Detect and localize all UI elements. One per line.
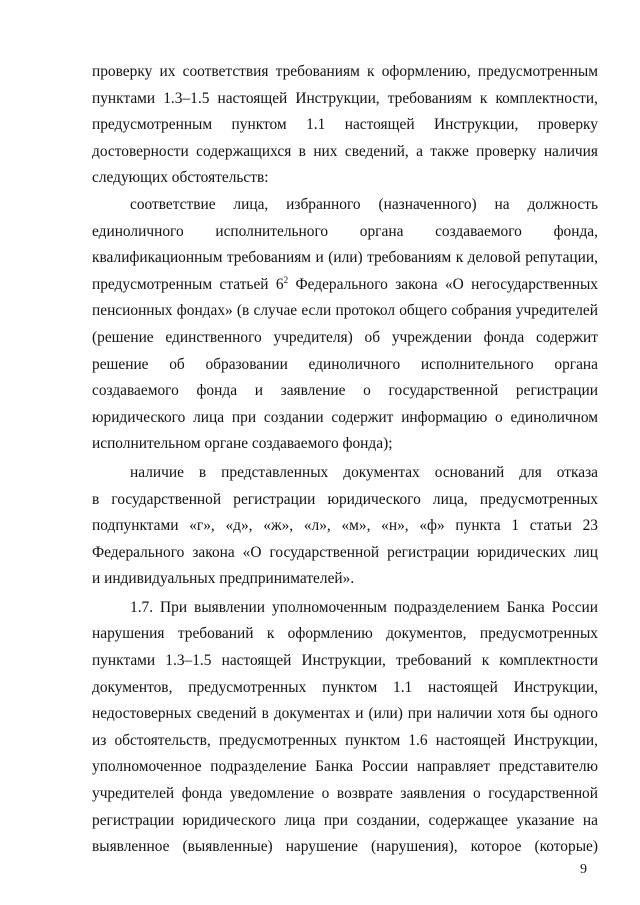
text-line: (решение единственного учредителя) об учреждении фонда содержит bbox=[92, 328, 598, 346]
page-number: 9 bbox=[580, 862, 587, 877]
text-line: выявленное (выявленные) нарушение (нарушения), которое (которые) bbox=[92, 838, 598, 856]
text-line: квалификационным требованиям и (или) требованиям к деловой репутации, bbox=[92, 249, 598, 267]
text-line: подпунктами «г», «д», «ж», «л», «м», «н», «ф» пункта 1 статьи 23 bbox=[92, 517, 598, 535]
text-line: исполнительном органе создаваемого фонда); bbox=[92, 435, 393, 453]
text-fragment: предусмотренным статьей 6 bbox=[92, 275, 284, 293]
text-line: предусмотренным пунктом 1.1 настоящей Инструкции, проверку bbox=[92, 116, 598, 134]
paragraph-3 bbox=[92, 460, 598, 593]
text-line: единоличного исполнительного органа создаваемого фонда, bbox=[92, 222, 598, 240]
text-line: пенсионных фондах» (в случае если протокол общего собрания учредителей bbox=[92, 302, 598, 320]
text-line: и индивидуальных предпринимателей». bbox=[92, 570, 355, 588]
text-line: наличие в представленных документах оснований для отказа bbox=[130, 463, 598, 481]
text-line: соответствие лица, избранного (назначенного) на должность bbox=[130, 195, 598, 213]
text-line: документов, предусмотренных пунктом 1.1 настоящей Инструкции, bbox=[92, 678, 598, 696]
text-line-with-superscript bbox=[92, 272, 598, 299]
superscript: 2 bbox=[283, 274, 289, 285]
text-line: юридического лица при создании содержит информацию о единоличном bbox=[92, 408, 598, 426]
text-line: учредителей фонда уведомление о возврате заявления о государственной bbox=[92, 785, 598, 803]
text-line: в государственной регистрации юридического лица, предусмотренных bbox=[92, 490, 598, 508]
text-line: 1.7. При выявлении уполномоченным подразделением Банка России bbox=[130, 598, 598, 616]
text-line: пунктами 1.3–1.5 настоящей Инструкции, требований к комплектности bbox=[92, 652, 598, 670]
document-body bbox=[92, 59, 598, 861]
paragraph-1 bbox=[92, 59, 598, 192]
text-line: создаваемого фонда и заявление о государственной регистрации bbox=[92, 382, 598, 400]
text-fragment: Федерального закона «О негосударственных bbox=[288, 275, 599, 293]
text-line: из обстоятельств, предусмотренных пунктом 1.6 настоящей Инструкции, bbox=[92, 731, 598, 749]
text-line: достоверности содержащихся в них сведений, а также проверку наличия bbox=[92, 142, 598, 160]
text-line: проверку их соответствия требованиям к оформлению, предусмотренным bbox=[92, 63, 598, 80]
text-line: уполномоченное подразделение Банка России направляет представителю bbox=[92, 758, 598, 776]
text-line: регистрации юридического лица при создании, содержащее указание на bbox=[92, 811, 598, 829]
text-line: нарушения требований к оформлению документов, предусмотренных bbox=[92, 625, 598, 643]
text-line: недостоверных сведений в документах и (или) при наличии хотя бы одного bbox=[92, 705, 598, 723]
text-line: Федерального закона «О государственной регистрации юридических лиц bbox=[92, 543, 598, 561]
paragraph-2 bbox=[92, 192, 598, 458]
paragraph-4 bbox=[92, 595, 598, 861]
text-line: пунктами 1.3–1.5 настоящей Инструкции, требованиям к комплектности, bbox=[92, 89, 598, 107]
text-line: решение об образовании единоличного исполнительного органа bbox=[92, 355, 598, 373]
text-line: следующих обстоятельств: bbox=[92, 169, 269, 187]
